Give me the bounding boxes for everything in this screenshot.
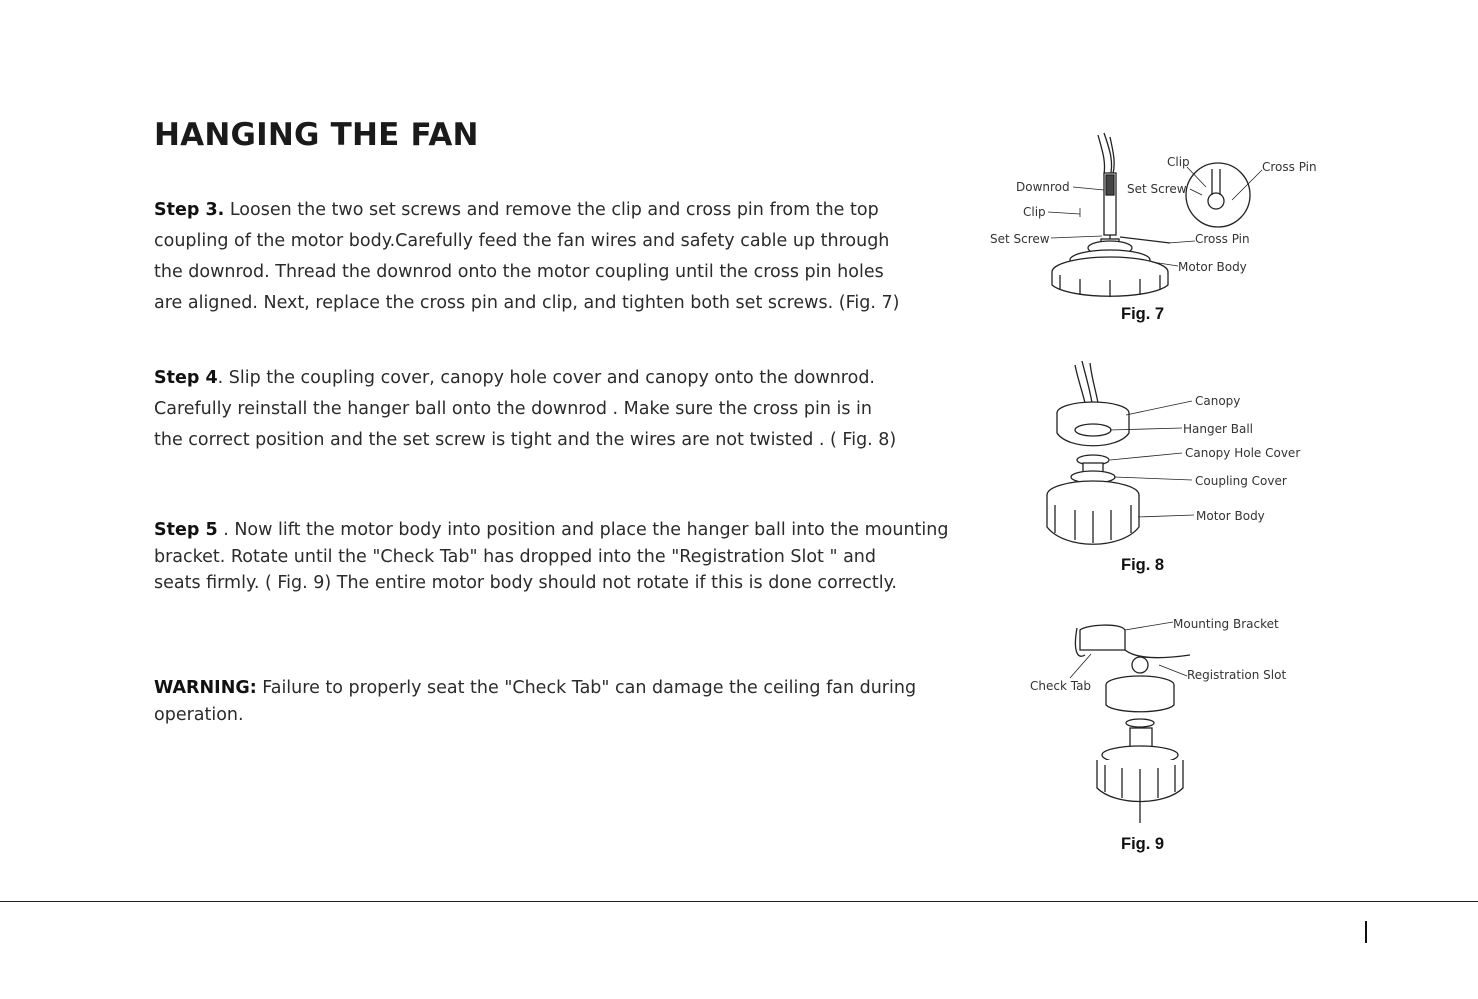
step-3-line-1 (154, 195, 954, 226)
step-3-text-1: Loosen the two set screws and remove the clip and cross pin from the top (224, 200, 879, 220)
fig9-label-registration-slot: Registration Slot (1187, 668, 1287, 682)
warning-lead: WARNING: (154, 678, 257, 698)
figure-7-drawing (980, 125, 1320, 335)
figure-7 (980, 125, 1320, 335)
step-4-lead: Step 4 (154, 368, 218, 388)
footer-divider (0, 901, 1478, 902)
page-marker (1365, 921, 1367, 943)
fig8-label-coupling-cover: Coupling Cover (1195, 474, 1287, 488)
page-title: HANGING THE FAN (154, 117, 479, 153)
fig8-label-hanger-ball: Hanger Ball (1183, 422, 1253, 436)
fig9-illustration (1075, 625, 1190, 823)
step-5-lead: Step 5 (154, 520, 218, 540)
step-3-line-4: are aligned. Next, replace the cross pin and clip, and tighten both set screws. (Fig. 7) (154, 293, 900, 313)
step-5-line-1 (154, 517, 954, 544)
step-4-line-2: Carefully reinstall the hanger ball onto the downrod . Make sure the cross pin is in (154, 399, 872, 419)
step-4-line-1 (154, 363, 954, 394)
step-3-line-2: coupling of the motor body.Carefully feed the fan wires and safety cable up through (154, 231, 890, 251)
fig9-label-check-tab: Check Tab (1030, 679, 1092, 693)
step-4-text-1: . Slip the coupling cover, canopy hole cover and canopy onto the downrod. (217, 368, 875, 388)
warning-text-1: Failure to properly seat the "Check Tab" can damage the ceiling fan during (256, 678, 917, 698)
fig9-caption: Fig. 9 (1121, 835, 1165, 853)
fig8-caption: Fig. 8 (1121, 556, 1165, 574)
step-3-paragraph (154, 195, 954, 319)
step-5-line-3: seats firmly. ( Fig. 9) The entire motor body should not rotate if this is done correctly. (154, 573, 897, 593)
step-5-text-1: . Now lift the motor body into position and place the hanger ball into the mounting (217, 520, 949, 540)
step-5-line-2: bracket. Rotate until the "Check Tab" has dropped into the "Registration Slot " and (154, 546, 876, 567)
fig7-label-cross-pin-right: Cross Pin (1195, 232, 1250, 246)
figure-9 (1025, 610, 1295, 860)
figure-9-drawing (1025, 610, 1295, 860)
warning-paragraph (154, 675, 954, 728)
warning-line-1 (154, 675, 954, 702)
figure-8-drawing (1040, 355, 1320, 585)
fig7-label-cross-pin-top: Cross Pin (1262, 160, 1317, 174)
fig8-label-canopy: Canopy (1195, 394, 1241, 408)
step-3-lead: Step 3. (154, 200, 225, 220)
warning-line-2: operation. (154, 704, 244, 725)
step-4-line-3: the correct position and the set screw is tight and the wires are not twisted . ( Fig. 8) (154, 430, 897, 450)
fig7-label-downrod: Downrod (1016, 180, 1070, 194)
step-3-line-3: the downrod. Thread the downrod onto the motor coupling until the cross pin holes (154, 262, 884, 282)
figure-8 (1040, 355, 1320, 585)
fig9-label-mounting-bracket: Mounting Bracket (1173, 617, 1279, 631)
fig8-label-motor-body: Motor Body (1196, 509, 1265, 523)
fig7-label-set-screw-top: Set Screw (1127, 182, 1187, 196)
fig7-label-clip-top: Clip (1167, 155, 1190, 169)
step-5-paragraph (154, 517, 954, 597)
fig7-caption: Fig. 7 (1121, 305, 1165, 323)
fig8-illustration (1047, 361, 1139, 544)
fig7-label-clip-left: Clip (1023, 205, 1046, 219)
fig8-label-canopy-hole-cover: Canopy Hole Cover (1185, 446, 1301, 460)
step-4-paragraph (154, 363, 954, 456)
fig7-label-set-screw-left: Set Screw (990, 232, 1050, 246)
fig7-label-motor-body: Motor Body (1178, 260, 1247, 274)
